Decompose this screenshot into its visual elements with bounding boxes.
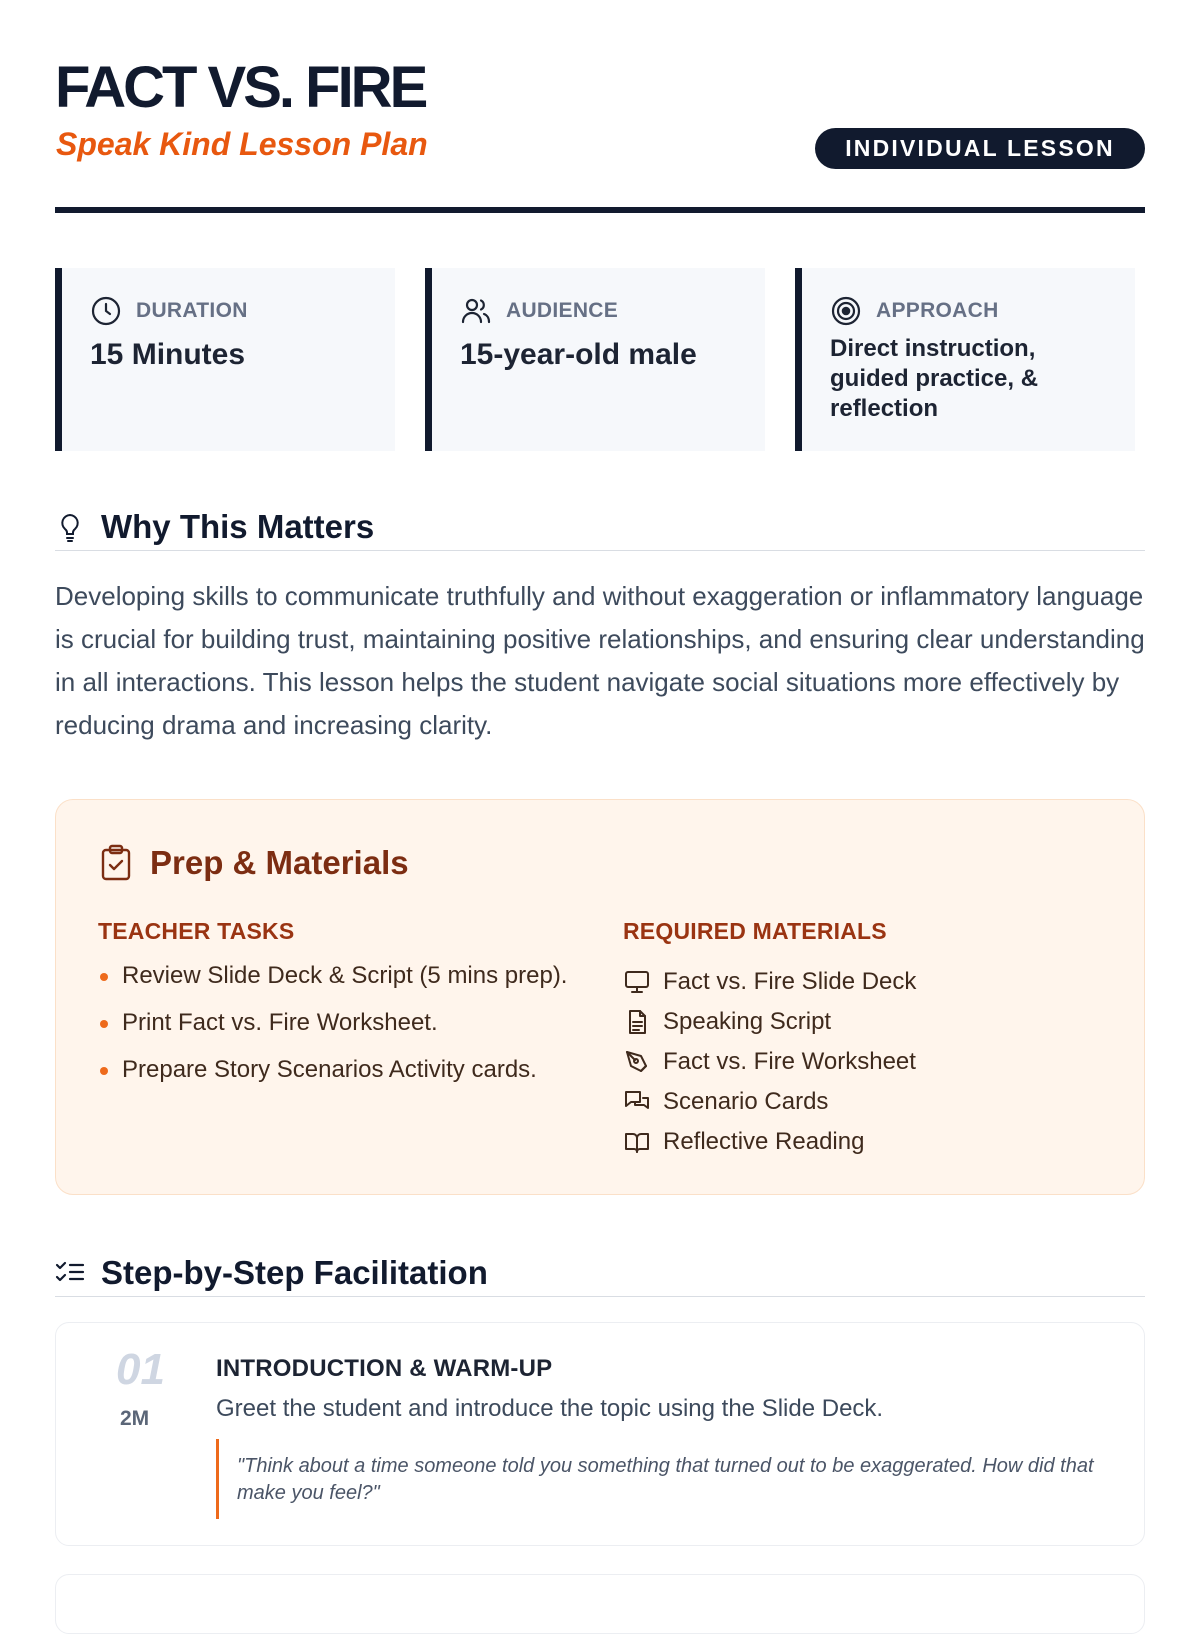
audience-value: 15-year-old male bbox=[460, 338, 697, 371]
prep-title: Prep & Materials bbox=[150, 844, 409, 881]
approach-label: APPROACH bbox=[876, 299, 999, 322]
pen-tool-icon bbox=[623, 1048, 651, 1076]
document-icon bbox=[623, 1008, 651, 1036]
lightbulb-icon bbox=[55, 511, 85, 543]
list-item: Fact vs. Fire Worksheet bbox=[623, 1042, 916, 1082]
step-description: Greet the student and introduce the topic using the Slide Deck. bbox=[216, 1395, 884, 1422]
page-title: FACT VS. FIRE bbox=[55, 55, 426, 120]
step-card-next bbox=[55, 1574, 1145, 1634]
duration-value: 15 Minutes bbox=[90, 338, 246, 371]
list-item: Print Fact vs. Fire Worksheet. bbox=[98, 1009, 567, 1056]
lesson-type-badge: INDIVIDUAL LESSON bbox=[815, 128, 1145, 169]
bullet-icon bbox=[100, 1067, 108, 1075]
prep-materials-box bbox=[55, 799, 1145, 1195]
step-number: 01 bbox=[116, 1345, 165, 1394]
step-quote: "Think about a time someone told you something that turned out to be exaggerated. How did that make you feel?" bbox=[216, 1439, 1096, 1519]
monitor-icon bbox=[623, 968, 651, 996]
users-icon bbox=[460, 295, 492, 327]
page-subtitle: Speak Kind Lesson Plan bbox=[56, 126, 428, 162]
step-title: INTRODUCTION & WARM-UP bbox=[216, 1355, 553, 1382]
bullet-icon bbox=[100, 1020, 108, 1028]
steps-title: Step-by-Step Facilitation bbox=[101, 1253, 488, 1291]
checklist-icon bbox=[55, 1257, 85, 1289]
materials-list bbox=[623, 962, 916, 1162]
teacher-tasks-heading: TEACHER TASKS bbox=[98, 918, 295, 944]
step-duration: 2M bbox=[120, 1407, 150, 1430]
steps-section-heading bbox=[55, 1249, 1145, 1297]
audience-label: AUDIENCE bbox=[506, 299, 619, 322]
list-item: Fact vs. Fire Slide Deck bbox=[623, 962, 916, 1002]
list-item: Speaking Script bbox=[623, 1002, 916, 1042]
target-icon bbox=[830, 295, 862, 327]
required-materials-heading: REQUIRED MATERIALS bbox=[623, 918, 887, 944]
info-cards bbox=[55, 268, 1145, 451]
open-book-icon bbox=[623, 1128, 651, 1156]
approach-value: Direct instruction, guided practice, & reflection bbox=[830, 335, 1039, 422]
audience-card bbox=[425, 268, 765, 451]
list-item: Reflective Reading bbox=[623, 1122, 916, 1162]
duration-label: DURATION bbox=[136, 299, 248, 322]
why-section-heading bbox=[55, 503, 1145, 551]
step-card bbox=[55, 1322, 1145, 1546]
list-item: Prepare Story Scenarios Activity cards. bbox=[98, 1056, 567, 1103]
list-item: Review Slide Deck & Script (5 mins prep). bbox=[98, 962, 567, 1009]
list-item: Scenario Cards bbox=[623, 1082, 916, 1122]
clock-icon bbox=[90, 295, 122, 327]
why-title: Why This Matters bbox=[101, 507, 375, 545]
teacher-task-list bbox=[98, 962, 567, 1103]
duration-card bbox=[55, 268, 395, 451]
why-paragraph: Developing skills to communicate truthfully and without exaggeration or inflammatory language is crucial for building trust, maintaining positive relationships, and ensuring clear understanding in all interactions. This lesson helps the student navigate social situations more effectively by reducing drama and increasing clarity. bbox=[55, 581, 1145, 740]
header bbox=[55, 0, 1145, 215]
header-divider bbox=[55, 207, 1145, 213]
bullet-icon bbox=[100, 973, 108, 981]
approach-card bbox=[795, 268, 1135, 451]
chat-bubbles-icon bbox=[623, 1088, 651, 1116]
clipboard-check-icon bbox=[98, 844, 134, 882]
